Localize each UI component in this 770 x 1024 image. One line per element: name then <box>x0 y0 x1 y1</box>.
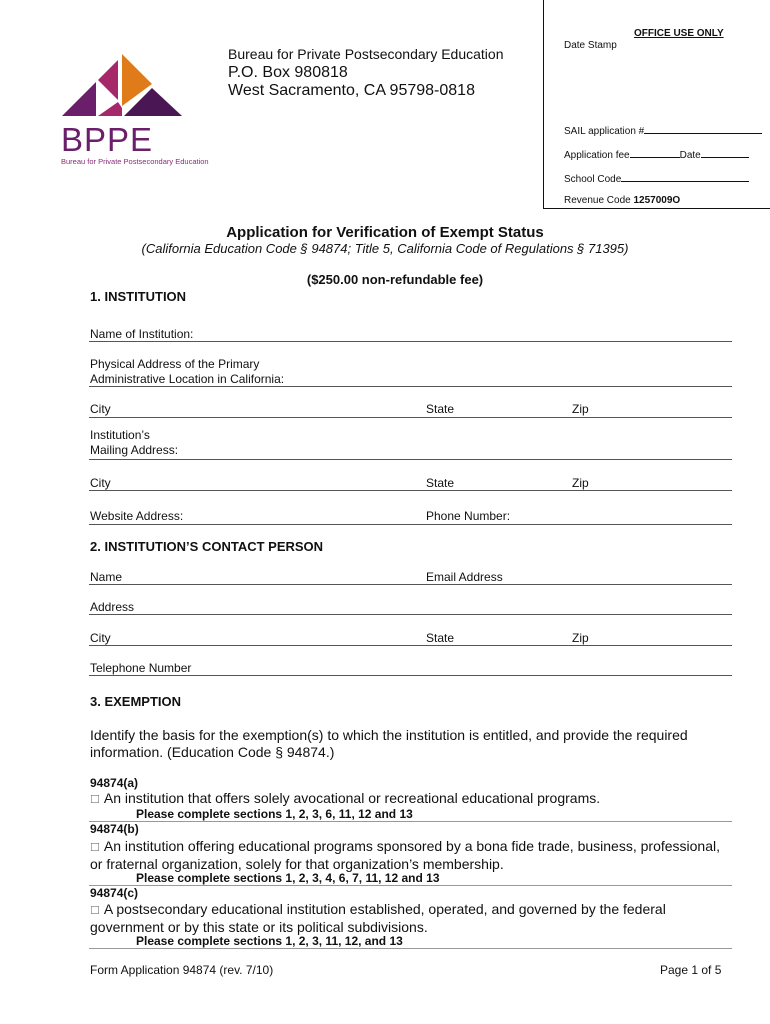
form-subtitle: (California Education Code § 94874; Title 5, California Code of Regulations § 71395) <box>141 241 629 256</box>
state-label: State <box>426 402 455 416</box>
exemption-intro <box>90 727 730 761</box>
mailing-address-label-1: Institution’s <box>90 428 150 442</box>
revenue-code <box>564 195 680 206</box>
logo-subtitle: Bureau for Private Postsecondary Education <box>61 157 209 166</box>
mailing-address-line[interactable] <box>89 459 732 460</box>
exemption-c-text-1: A postsecondary educational institution established, operated, and governed by the federal <box>103 901 666 917</box>
page-number: Page 1 of 5 <box>660 963 722 977</box>
city-label: City <box>90 402 111 416</box>
exemption-c-note: Please complete sections 1, 2, 3, 11, 12, and 13 <box>136 934 403 948</box>
physical-address-line[interactable] <box>89 386 732 387</box>
telephone-label: Telephone Number <box>90 661 192 675</box>
state-label-2: State <box>426 476 455 490</box>
contact-address-line[interactable] <box>89 614 732 615</box>
mailing-address-label-2: Mailing Address: <box>90 443 179 457</box>
application-fee-field[interactable] <box>564 148 749 161</box>
contact-email-label: Email Address <box>426 570 503 584</box>
website-label: Website Address: <box>90 509 184 523</box>
exemption-intro-line-2: information. (Education Code § 94874.) <box>90 744 335 760</box>
exemption-a-code: 94874(a) <box>90 776 139 790</box>
revenue-code-label: Revenue Code <box>564 195 631 206</box>
exemption-a-text: An institution that offers solely avocational or recreational educational programs. <box>103 790 601 806</box>
date-label: Date <box>679 150 701 161</box>
mailing-city-state-zip-line[interactable] <box>89 490 732 491</box>
city-label-2: City <box>90 476 111 490</box>
office-use-title: OFFICE USE ONLY <box>634 28 724 39</box>
school-code-label: School Code <box>564 174 622 185</box>
exemption-c-text-2: government or by this state or its political subdivisions. <box>90 919 428 935</box>
checkbox-icon[interactable]: ☐ <box>90 794 100 806</box>
checkbox-icon[interactable]: ☐ <box>90 905 100 917</box>
form-revision: Form Application 94874 (rev. 7/10) <box>90 963 274 977</box>
bureau-name: Bureau for Private Postsecondary Education <box>228 46 504 62</box>
po-box: P.O. Box 980818 <box>228 64 348 81</box>
exemption-b-note: Please complete sections 1, 2, 3, 4, 6, 7, 11, 12 and 13 <box>136 871 440 885</box>
exemption-c-code: 94874(c) <box>90 886 139 900</box>
contact-city-label: City <box>90 631 111 645</box>
section1-heading: 1. INSTITUTION <box>90 289 187 304</box>
contact-name-email-line[interactable] <box>89 584 732 585</box>
contact-zip-label: Zip <box>572 631 589 645</box>
exemption-b-option[interactable] <box>90 838 735 872</box>
exemption-a-option[interactable] <box>90 790 735 808</box>
city-state-zip-line[interactable] <box>89 417 732 418</box>
exemption-b-code: 94874(b) <box>90 822 139 836</box>
institution-name-label: Name of Institution: <box>90 327 194 341</box>
office-use-box <box>543 0 770 209</box>
contact-name-label: Name <box>90 570 123 584</box>
telephone-line[interactable] <box>89 675 732 676</box>
physical-address-label-1: Physical Address of the Primary <box>90 357 260 371</box>
exemption-intro-line-1: Identify the basis for the exemption(s) to which the institution is entitled, and provide the required <box>90 727 688 743</box>
sail-label: SAIL application # <box>564 126 645 137</box>
institution-name-line[interactable] <box>89 341 732 342</box>
exemption-b-text-1: An institution offering educational programs sponsored by a bona fide trade, business, professional, <box>103 838 720 854</box>
school-code-field[interactable] <box>564 172 749 185</box>
revenue-code-value: 1257009O <box>633 195 681 206</box>
app-fee-label: Application fee <box>564 150 630 161</box>
physical-address-label-2: Administrative Location in California: <box>90 372 285 386</box>
website-phone-line[interactable] <box>89 524 732 525</box>
divider <box>89 885 732 886</box>
phone-number-label: Phone Number: <box>426 509 511 523</box>
form-title: Application for Verification of Exempt Status <box>226 224 544 241</box>
divider <box>89 821 732 822</box>
zip-label-2: Zip <box>572 476 589 490</box>
sail-application-field[interactable] <box>564 124 762 137</box>
fee-note: ($250.00 non-refundable fee) <box>306 272 484 287</box>
city-state-zip: West Sacramento, CA 95798-0818 <box>228 82 475 99</box>
contact-address-label: Address <box>90 600 135 614</box>
contact-city-state-zip-line[interactable] <box>89 645 732 646</box>
date-stamp-label: Date Stamp <box>564 40 617 51</box>
divider <box>89 948 732 949</box>
exemption-b-text-2: or fraternal organization, solely for that organization’s membership. <box>90 856 504 872</box>
logo-abbr: BPPE <box>61 121 154 158</box>
section2-heading: 2. INSTITUTION’S CONTACT PERSON <box>90 539 324 554</box>
zip-label: Zip <box>572 402 589 416</box>
exemption-c-option[interactable] <box>90 901 735 935</box>
checkbox-icon[interactable]: ☐ <box>90 842 100 854</box>
exemption-a-note: Please complete sections 1, 2, 3, 6, 11, 12 and 13 <box>136 807 413 821</box>
section3-heading: 3. EXEMPTION <box>90 694 182 709</box>
contact-state-label: State <box>426 631 455 645</box>
